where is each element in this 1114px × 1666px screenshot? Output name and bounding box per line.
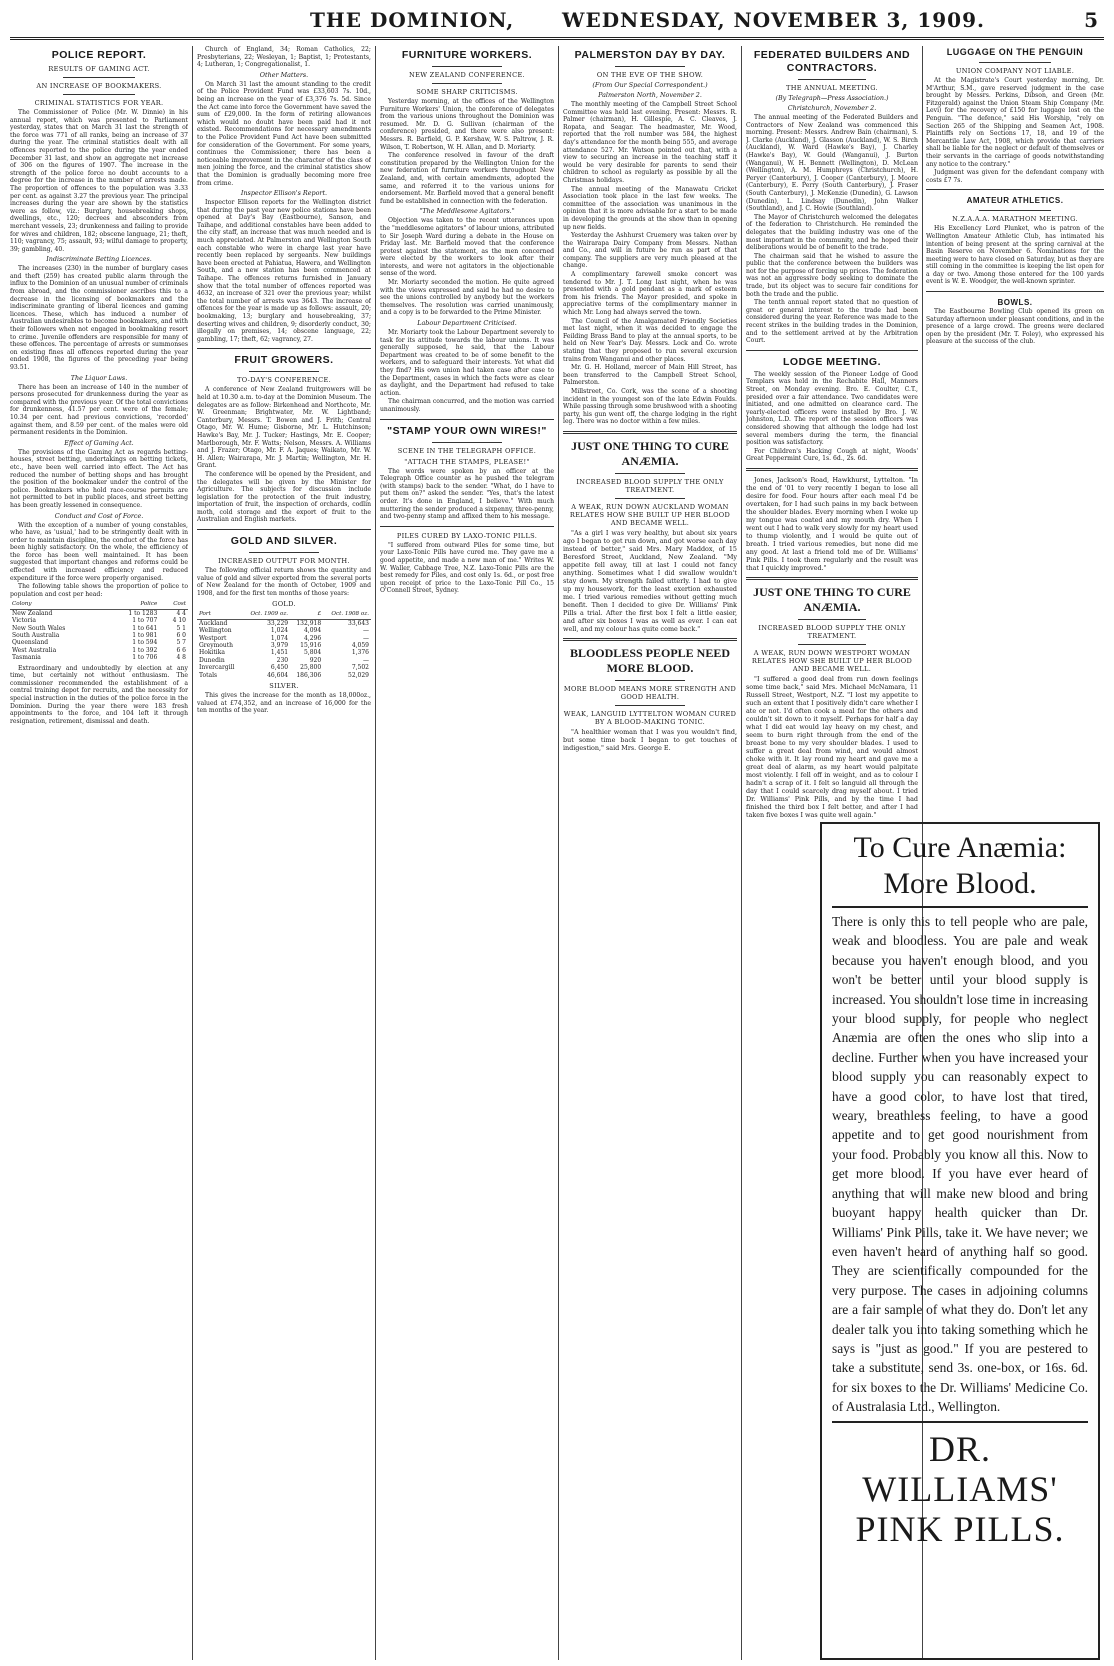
article-paragraph: The tenth annual report stated that no question of great or general interest to the trade had been considered during the year. Reference was made to the recent strikes in the building trades in the Dominion, and to the settlement arrived at by the Arbitration Court. — [746, 299, 918, 345]
article-paragraph: The annual meeting of the Federated Builders and Contractors of New Zealand was commenced this morning. Present: Messrs. Andrew Bain (chairman), S. J. Clarke (Auckland), J. Glasson (Auckland), W. S. Birch (Auckland), W. Ward (Hawke's Bay), J. Charley (Hawke's Bay), W. Gould (Wanganui), J. Burton (Wanganui), W. H. Bennett (Wellington), D. McLean (Wellington), A. M. Humphreys (Christchurch), H. Peryer (Canterbury), J. Cooper (Canterbury), J. Moore (Canterbury), E. Perry (South Canterbury), J. Fraser (South Canterbury), J. McKenzie (Dunedin), G. Lawson (Dunedin), L. Lindsay (Dunedin), John Walker (Southland), and J. C. Howie (Southland). — [746, 114, 918, 213]
table-cell: Wellington — [199, 627, 232, 635]
table-row — [10, 632, 188, 639]
table-cell: 33,229 — [267, 619, 289, 627]
table-cell: 920 — [309, 656, 322, 664]
table-cell: 1 to 981 — [132, 632, 158, 640]
subheading: RESULTS OF GAMING ACT. — [48, 65, 150, 73]
ad-paragraph: For Children's Hacking Cough at night, Woods' Great Peppermint Cure, 1s. 6d., 2s. 6d. — [746, 447, 918, 463]
column-rule — [558, 46, 559, 1660]
table-cell: 1,024 — [270, 627, 289, 635]
gold-label: GOLD. — [272, 600, 296, 609]
fruit-growers-heading: FRUIT GROWERS. — [234, 354, 334, 367]
subheading: SOME SHARP CRITICISMS. — [416, 88, 518, 96]
table-cell: 6 6 — [176, 646, 186, 654]
ad-paragraph: "I suffered from outward Piles for some time, but your Laxo-Tonic Pills have cured me. They gave me a good appetite, and made a new man of me." Writes W. W. Waller, Cabbage Tree, N.Z. Laxo-Tonic Pills are the best remedy for Piles, and cost only 1s. 6d., or post free upon receipt of price to the Laxo-Tonic Pill Co., 15 O'Connell Street, Sydney. — [380, 541, 554, 595]
article-paragraph: The increases (230) in the number of burglary cases and theft (259) has created public alarm through the influx to the Dominion of an unusual number of criminals from abroad, and the commissioner ascribes this to a decrease in the licensing of bookmakers and the indiscriminate granting of liberal licences and gaming licences. These, which has induced a number of Australian undesirables to become bookmakers, and with their followers when not engaged in bookmaking resort to crime. Juvenile offenders are responsible for many of these offences. The percentage of arrests or summonses on existing fines all offences reported during the year ended 1908, the figures of the preceding year being 93.51. — [10, 265, 188, 371]
section-heading: Other Matters. — [259, 70, 309, 79]
column-police-report — [10, 46, 188, 1660]
table-cell: 5 1 — [176, 624, 186, 632]
table-header: £ — [290, 611, 323, 619]
article-paragraph: The provisions of the Gaming Act as regards betting-houses, street betting, undertakings on betting tickets, etc., have been well carried into effect. The Act has reduced the number of betting shops and has brought the position of the bookmaker under the control of the police. Bookmakers who hold race-course permits are not permitted to bet in public places, and street betting has been greatly lessened in consequence. — [10, 448, 188, 509]
article-paragraph: The annual meeting of the Manawatu Cricket Association took place in the last few weeks. The committee of the association was unanimous in the opinion that it is more advisable for a start to be made in developing the grounds at the show than in opening up new fields. — [563, 185, 737, 231]
testimonial-paragraph: "I suffered a good deal from run down feelings some time back," said Mrs. Michael McNamara, 11 Russell Street, Westport, N.Z. "I lost my appetite to such an extent that I positively didn't care whether I ate or not. I'd often cook a meal for the others and couldn't sit down to it myself. Perhaps for half a day what I did eat would lay heavy on my chest, and seem to burn right through from the end of the breast bone to my very shoulder blades. I used to suffer a great deal from wind, and would almost choke with it. It lay round my heart and gave me a great deal of alarm, as my heart would palpitate most violently. I fell off in weight, and as to colour I hadn't a scrap of it. I felt so languid all through the day that I could scarcely drag myself about. I tried Dr. Williams' Pink Pills, and by the time I had finished the third box I felt better, and after I had taken five boxes I was quite well again." — [746, 674, 918, 819]
table-cell: 25,800 — [300, 664, 322, 672]
article-paragraph: Mr. Moriarty took the Labour Department severely to task for its attitude towards the labour unions. It was generally supposed, he said, that the Labour Department was created to be of some benefit to the workers, and to safeguard their interests. Yet what did they find? His own union had taken case after case to the Department, cases in which the facts were as clear as daylight, and the Department had refused to take action. — [380, 329, 554, 397]
table-row — [10, 639, 188, 646]
table-cell: Auckland — [199, 619, 228, 627]
article-paragraph: The Council of the Amalgamated Friendly Societies met last night, when it was decided to engage the Feilding Brass Band to play at the annual sports, to be held on New Year's Day. Messrs. Lock and Co. wrote stating that they proposed to run several excursion trains from Wanganui and other places. — [563, 317, 737, 363]
article-paragraph: The chairman concurred, and the motion was carried unanimously. — [380, 398, 554, 413]
table-cell: New Zealand — [12, 609, 53, 617]
masthead-title: THE DOMINION, — [310, 8, 515, 32]
subheading: CRIMINAL STATISTICS FOR YEAR. — [34, 99, 164, 107]
dateline: Christchurch, November 2. — [787, 104, 877, 112]
subheading: N.Z.A.A.A. MARATHON MEETING. — [952, 215, 1078, 224]
table-header: Police — [105, 601, 159, 609]
table-row — [10, 647, 188, 654]
section-heading: The Liquor Laws. — [70, 373, 128, 382]
newspaper-page — [10, 6, 1104, 1660]
article-paragraph: On March 31 last the amount standing to the credit of the Police Provident Fund was £33,603 7s. 10d., being an increase on the year of £3,376 7s. 5d. Since the Act came into force the Government have saved the sum of £29,000. In the form of retiring allowances which would no doubt have been paid had it not existed. Recommendations for necessary amendments to the Police Provident Fund Act have been submitted for consideration of the Government. For some years, continues the Commissioner, there has been a noticeable improvement in the character of the class of men joining the force, and the criminal statistics show that the Dominion is gradually becoming more free from crime. — [197, 80, 371, 187]
article-paragraph: The Mayor of Christchurch welcomed the delegates of the federation to Christchurch. He reminded the delegates that the building industry was one of the most important in the community, and he hoped their deliberations would be of benefit to the trade. — [746, 213, 918, 252]
table-header: Colony — [10, 601, 105, 609]
lodge-meeting-heading: LODGE MEETING. — [782, 355, 881, 368]
table-header: Oct. 1909 oz. — [242, 611, 290, 619]
table-cell: Queensland — [12, 639, 49, 647]
table-caption: The following table shows the proportion of police to population and cost per head: — [10, 583, 188, 598]
table-header: Port — [197, 611, 242, 619]
table-cell: 7,502 — [351, 664, 369, 672]
article-paragraph: Mr. G. H. Holland, mercer of Main Hill Street, has been transferred to the Campbell Street School, Palmerston. — [563, 364, 737, 387]
table-cell: — — [363, 656, 369, 664]
table-cell: 4,094 — [303, 627, 322, 635]
bloodless-heading: BLOODLESS PEOPLE NEED MORE BLOOD. — [569, 645, 731, 675]
silver-label: SILVER. — [269, 682, 299, 691]
section-heading: Inspector Ellison's Report. — [240, 189, 328, 198]
table-cell: 6 0 — [176, 632, 186, 640]
bowls-heading: BOWLS. — [997, 298, 1033, 308]
masthead-date: WEDNESDAY, NOVEMBER 3, 1909. — [562, 8, 985, 32]
table-row — [10, 625, 188, 632]
table-cell: 4,296 — [303, 634, 322, 642]
federated-builders-heading: FEDERATED BUILDERS AND CONTRACTORS. — [753, 49, 911, 74]
subheading: THE ANNUAL MEETING. — [786, 84, 878, 92]
column-two — [197, 46, 371, 1660]
palmerston-heading: PALMERSTON DAY BY DAY. — [574, 49, 726, 61]
byline: (From Our Special Correspondent.) — [592, 81, 708, 89]
anaemia-ad-heading: JUST ONE THING TO CURE ANÆMIA. — [753, 584, 911, 614]
table-cell: 4 10 — [172, 617, 186, 625]
byline: (By Telegraph—Press Association.) — [775, 94, 889, 102]
table-cell: 1 to 707 — [132, 617, 158, 625]
section-heading: Conduct and Cost of Force. — [54, 511, 144, 520]
article-paragraph: The following official return shows the quantity and value of gold and silver exported from the several ports of New Zealand for the month of October, 1909 and 1908, and for the first ten months of those years: — [197, 567, 371, 597]
article-paragraph: With the exception of a number of young constables, who have, as 'usual,' had to be stringently dealt with in order to maintain discipline, the conduct of the force has been highly satisfactory. On the whole, the efficiency of the force has been well maintained. It has been suggested that important changes and reforms could be effected with increased efficiency and reduced expenditure if the force were properly organised. — [10, 521, 188, 582]
column-four — [563, 46, 737, 1660]
article-paragraph: The monthly meeting of the Campbell Street School Committee was held last evening. Present: Messrs. R. Palmer (chairman), H. Gillespie, A. C. Cleaves, J. Ropata, and Seagar. The headmaster, Mr. Wood, reported that the roll number was 584, the highest day's attendance for the month being 555, and average attendance 527. Mr. Watson pointed out that, with a view to securing an increase in the teaching staff it would be very desirable for parents to send their children to school as regularly as possible by all the Christmas holidays. — [563, 101, 737, 184]
table-row — [10, 654, 188, 661]
table-cell: Dunedin — [199, 656, 225, 664]
furniture-workers-heading: FURNITURE WORKERS. — [401, 49, 533, 61]
table-cell: 1 to 641 — [132, 624, 158, 632]
article-paragraph: Church of England, 34; Roman Catholics, 22; Presbyterians, 22; Wesleyan, 1; Baptist, 1; Protestants, 4; Lutheran, 1; Congregationalist, 1. — [197, 46, 371, 69]
table-cell: Victoria — [12, 617, 36, 625]
subheading: INCREASED BLOOD SUPPLY THE ONLY TREATMENT. — [576, 477, 724, 494]
masthead — [10, 6, 1104, 40]
table-cell: 1,074 — [270, 634, 289, 642]
article-paragraph: Millstreet, Co. Cork, was the scene of a shooting incident in the youngest son of the late Edwin Foulds. While passing through some brushwood with a shooting party, his gun went off, the charge lodging in the right leg. There was no doctor within a few miles. — [563, 387, 737, 426]
subheading: "ATTACH THE STAMPS, PLEASE!" — [404, 457, 530, 466]
table-cell: 1,451 — [270, 649, 289, 657]
article-paragraph: The Eastbourne Bowling Club opened its green on Saturday afternoon under pleasant conditions, and in the presence of a large crowd. The greens were declared open by the president (Mr. T. Foley), who expressed his pleasure at the success of the club. — [926, 308, 1104, 346]
table-cell: — — [363, 627, 369, 635]
table-header: Cost — [159, 601, 188, 609]
testimonial-paragraph: "A healthier woman that I was you wouldn't find, but some time back I began to get touches of indigestion," said Mrs. George E. — [563, 727, 737, 752]
table-cell: 186,306 — [296, 671, 322, 679]
table-cell: 1 to 706 — [132, 654, 158, 662]
article-paragraph: There has been an increase of 140 in the number of persons prosecuted for drunkenness during the year as compared with the previous year. Of the total convictions for drunkenness, 41.57 per cent. were of the female; 10.34 per cent. had previous convictions, 'recorded' against them, and 8.59 per cent. of the males were old permanent residents in the Dominion. — [10, 383, 188, 437]
subheading: UNION COMPANY NOT LIABLE. — [955, 67, 1075, 75]
article-paragraph: Inspector Ellison reports for the Wellington district that during the past year new police stations have been opened at Day's Bay (Eastbourne), Sanson, and Taihape, and additional constables have been added to the city staff, an increase that was much needed and is much appreciated. At Palmerston and Wellington South each constable who were in charge last year have recently been replaced by sergeants. New buildings have been erected at Pahiatua, Hawera, and Wellington South, and a new station has been commenced at Taihape. The offences returns furnished in January show that the total number of offences reported was 4632, an increase of 321 over the previous year; whilst the total number of arrests was 3643. The increase of offences for the year is made up as follows: assault, 20; bookmaking, 13; burglary and housebreaking, 37; deserting wives and children, 9; disorderly conduct, 30; illegally on premises, 14; obscene language, 22; gambling, 17; theft, 62; vagrancy, 27. — [197, 199, 371, 343]
table-cell: 3,979 — [270, 642, 289, 650]
subheading: MORE BLOOD MEANS MORE STRENGTH AND GOOD HEALTH. — [563, 684, 737, 701]
subheading: A WEAK, RUN DOWN WESTPORT WOMAN RELATES HOW SHE BUILT UP HER BLOOD AND BECAME WELL. — [751, 648, 913, 673]
table-row — [197, 635, 371, 642]
article-paragraph: Objection was taken to the recent utterances upon the "meddlesome agitators" of labour unions, attributed to Sir Joseph Ward during a debate in the House on Friday last. Mr. Barfield moved that the conference protest against the statement, as the men concerned were elected by the workers to look after their interests, and were not agitators in the objectionable sense of the word. — [380, 217, 554, 278]
article-paragraph: This gives the increase for the month as 18,000oz., valued at £74,352, and an increase of 16,000 for the ten months of the year. — [197, 692, 371, 715]
article-paragraph: Yesterday the Ashhurst Cruemery was taken over by the Wairarapa Dairy Company from Messrs. Nathan and Co., and will in future be run as part of that company. The suppliers are very much pleased at the change. — [563, 232, 737, 270]
gold-silver-heading: GOLD AND SILVER. — [230, 535, 338, 548]
luggage-heading: LUGGAGE ON THE PENGUIN — [946, 47, 1084, 57]
table-cell: 1 to 594 — [132, 639, 158, 647]
table-row — [10, 609, 188, 617]
table-cell: Hokitika — [199, 649, 225, 657]
table-cell: 4,059 — [351, 642, 369, 650]
article-paragraph: A complimentary farewell smoke concert was tendered to Mr. J. T. Long last night, when he was presented with a gold pendant as a mark of esteem from his friends. The Mayor presided, and spoke in appreciative terms of the complimentary manner in which Mr. Long had always served the town. — [563, 271, 737, 317]
stamp-wires-heading: "STAMP YOUR OWN WIRES!" — [387, 424, 547, 437]
table-cell: 5,804 — [303, 649, 322, 657]
column-rule — [192, 46, 193, 1660]
table-row — [197, 672, 371, 679]
article-paragraph: Yesterday morning, at the offices of the Wellington Furniture Workers' Union, the conference of delegates from the various unions throughout the Dominion was resumed. Mr. D. G. Sullivan (chairman of the conference) presided, and there were also present: Messrs. R. Barfield, G. P. Kershaw, W. S. Paltrow, J. R. Wilson, T. Robertson, W. H. Allan, and D. Moriarty. — [380, 98, 554, 151]
table-cell: 4 4 — [176, 609, 186, 617]
article-paragraph: His Excellency Lord Plunket, who is patron of the Wellington Amateur Athletic Club, has intimated his intention of being present at the spring carnival at the Basin Reserve on November 6. Nominations for the meeting were to have closed on Saturday, but as they are still coming in the committee is keeping the list open for a day or two. Among those entered for the 100 yards event is W. E. Woodger, the well-known sprinter. — [926, 225, 1104, 286]
ad-brand: DR. WILLIAMS' PINK PILLS. — [855, 1428, 1065, 1549]
section-heading: Effect of Gaming Act. — [64, 438, 134, 447]
table-cell: 4 8 — [176, 654, 186, 662]
table-cell: 52,029 — [348, 671, 369, 679]
section-heading: Labour Department Criticised. — [417, 319, 517, 328]
subheading: SCENE IN THE TELEGRAPH OFFICE. — [397, 446, 537, 455]
dateline: Palmerston North, November 2. — [598, 91, 702, 99]
table-row — [197, 657, 371, 664]
athletics-heading: AMATEUR ATHLETICS. — [966, 196, 1064, 206]
table-cell: South Australia — [12, 632, 60, 640]
table-cell: Greymouth — [199, 642, 234, 650]
article-paragraph: Judgment was given for the defendant company with costs £7 7s. — [926, 169, 1104, 184]
table-cell: Totals — [199, 671, 218, 679]
subheading: ON THE EVE OF THE SHOW. — [596, 71, 704, 79]
police-population-table — [10, 601, 188, 661]
table-cell: 132,918 — [296, 619, 322, 627]
column-rule — [375, 46, 376, 1660]
subheading: TO-DAY'S CONFERENCE. — [237, 376, 331, 385]
table-cell: Westport — [199, 634, 227, 642]
table-row — [197, 664, 371, 671]
subheading: INCREASED OUTPUT FOR MONTH. — [218, 557, 350, 566]
ad-heading: PILES CURED BY LAXO-TONIC PILLS. — [396, 531, 538, 540]
table-cell: Tasmania — [12, 654, 41, 662]
article-paragraph: The words were spoken by an officer at the Telegraph Office counter as he pushed the telegram (with stamps) back to the sender. "What, do I have to put them on?" asked the sender. "Yes, that's the latest order. It's done in England, I believe." With much muttering the sender produced a sixpenny, three-penny, and two-penny stamp and affixed them to his message. — [380, 467, 554, 521]
article-paragraph: At the Magistrate's Court yesterday morning, Dr. M'Arthur, S.M., gave reserved judgment in the case brought by Messrs. Perkins, Dibson, and Green (Mr. Fitzgerald) against the Union Steam Ship Company (Mr. Levi) for the recovery of £150 for luggage lost on the Penguin. "The defence," said His Worship, "rely on Section 265 of the Shipping and Seamen Act, 1908. Plaintiffs rely on Sections 17, 18, and 19 of the Mercantile Law Act, 1908, which provide that carriers shall be liable for the neglect or default of themselves or their servants in the carriage of goods notwithstanding any notice to the contrary." — [926, 77, 1104, 168]
table-cell: Invercargill — [199, 664, 235, 672]
testimonial-paragraph: Jones, Jackson's Road, Hawkhurst, Lyttelton. "In the end of '01 to very recently I began to lose all desire for food. Four hours after each meal I'd be overtaken, for I had such pains in my back between the shoulder blades. Every morning when I woke up my tongue was coated and my mouth dry. When I went out I had to walk very slowly for my heart used to thump violently, and I would be quite out of breath. I tried various remedies, but none did me any good. At last a friend told me of Dr. Williams' Pink Pills. I took them regularly and the result was that I quickly improved." — [746, 475, 918, 572]
subheading: A WEAK, RUN DOWN AUCKLAND WOMAN RELATES HOW SHE BUILT UP HER BLOOD AND BECAME WELL. — [569, 502, 731, 527]
article-paragraph: The conference will be opened by the President, and the delegates will be given by the Minister for Agriculture. The subjects for discussion include legislation for the protection of the fruit industry, importation of fruit, the inspection of orchards, codlin moth, cold storage and the export of fruit to the Australian and English markets. — [197, 470, 371, 524]
table-cell: New South Wales — [12, 624, 66, 632]
table-cell: 33,643 — [348, 619, 369, 627]
table-cell: 1 to 1283 — [128, 609, 158, 617]
column-rule — [741, 46, 742, 1660]
article-paragraph: A conference of New Zealand fruitgrowers will be held at 10.30 a.m. to-day at the Dominion Museum. The delegates are as follow: Birkenhead and Northcote, Mr. W. Greenman; Brightwater, Mr. W. Lightband; Canterbury, Messrs. T. Bowen and J. Frith; Central Otago, Mr. W. Hume; Gisborne, Mr. L. Hutchinson; Hawke's Bay, Mr. J. Tucker; Hastings, Mr. E. Cooper; Marlborough, Mr. F. Watts; Nelson, Messrs. A. Williams and J. Frazer; Otago, Mr. F. A. Jaques; Waikato, Mr. W. H. Allen; Wairarapa, Mr. J. Martin; Wellington, Mr. H. Grant. — [197, 386, 371, 470]
table-cell: — — [363, 634, 369, 642]
table-row — [197, 649, 371, 656]
ad-title: To Cure Anæmia: More Blood. — [853, 831, 1067, 900]
subheading: AN INCREASE OF BOOKMAKERS. — [36, 82, 162, 90]
table-cell: West Australia — [12, 646, 57, 654]
police-report-heading: POLICE REPORT. — [51, 49, 147, 61]
subheading: NEW ZEALAND CONFERENCE. — [409, 71, 525, 79]
table-cell: 1 to 392 — [132, 646, 158, 654]
gold-export-table — [197, 611, 371, 679]
table-row — [10, 617, 188, 624]
table-cell: 15,916 — [300, 642, 322, 650]
table-cell: 5 7 — [176, 639, 186, 647]
table-header: Oct. 1908 oz. — [323, 611, 371, 619]
column-three — [380, 46, 554, 1660]
article-paragraph: The weekly session of the Pioneer Lodge of Good Templars was held in the Rechabite Hall, Manners Street, on Monday evening. Bro. E. Coulter, C.T., presided over a fair attendance. Two candidates were initiated, and one admitted on clearance card. The yearly-elected officers were installed by Bro. J. W. Johnston, L.D. The report of the session officers was considered showing that although the lodge had lost several members during the term, the financial position was satisfactory. — [746, 370, 918, 447]
section-heading: Indiscriminate Betting Licences. — [46, 255, 152, 264]
table-cell: 1,376 — [351, 649, 369, 657]
table-row — [197, 619, 371, 627]
subheading: INCREASED BLOOD SUPPLY THE ONLY TREATMENT. — [758, 623, 906, 640]
column-six — [926, 46, 1104, 816]
page-number: 5 — [1084, 8, 1098, 32]
ad-body: There is only this to tell people who are pale, weak and bloodless. You are pale and weak because you haven't enough blood, and you won't be better until your blood supply is increased. You shouldn't lose time in increasing your blood supply, for people who neglect Anæmia are often the ones who slip into a decline. Further when you have increased your blood supply you can reasonably expect to have a good color, to have lost that tired, weary, breathless feeling, to have a good appetite and to get good nourishment from your food. Probably you know all this. Now to get more blood. If you have ever heard of anything that will make new blood and bring buoyant happy health quicker than Dr. Williams' Pink Pills, take it. We have never; we even haven't heard of anything half so good. They are scientifically compounded for the very purpose. The cases in adjoining columns are a fair sample of what they do. Don't let any dealer talk you into taking something which he says is "just as good." If you are pestered to take a substitute, send 3s. one-box, or 16s. 6d. for six boxes to the Dr. Williams' Medicine Co. of Australasia Ltd., Wellington. — [832, 914, 1088, 1415]
table-cell: 46,604 — [267, 671, 289, 679]
table-cell: 230 — [276, 656, 289, 664]
article-paragraph: The Commissioner of Police (Mr. W. Dinnie) in his annual report, which was presented to Parliament yesterday, states that on March 31 last the strength of the force was 771 of all ranks, being an increase of 37 during the year. The criminal statistics dealt with all offences reported to the police during the year ended December 31 last, and show an aggregate net increase of 306 on the figures of 1907. The increase in the strength of the police force no doubt accounts to a degree for the increase in the number of arrests made. The proportion of offences to the population was 3.33 per cent. as against 3.27 the previous year. The principal increases during the year are shown by the statistics were as follow, viz.: Burglary, housebreaking shops, dwellings, etc., 120; decrees and absconders from merchant vessels, 23; drunkenness and failing to provide for wives and children, 182; obscene language, 21; theft, 110; vagrancy, 75; assault, 93; wilful damage to property, 39; gambling, 40. — [10, 109, 188, 253]
table-cell: 6,450 — [270, 664, 289, 672]
table-row — [197, 642, 371, 649]
table-row — [197, 627, 371, 634]
article-paragraph: The chairman said that he wished to assure the public that the conference between the builders was not for the purpose of forcing up prices. The federation was not an aggressive body seeking to dominate the trade, but its object was to secure fair conditions for both the trade and the public. — [746, 252, 918, 298]
article-paragraph: Extraordinary and undoubtedly by election at any time, but certainly not without enthusiasm. The commissioner recommended the establishment of a central training depot for recruits, and the necessity for special instruction in the duties of the police force in the Dominion. During the year there were 183 fresh appointments to the force, and 104 left it through resignation, retirement, dismissal and death. — [10, 664, 188, 725]
subheading: WEAK, LANGUID LYTTELTON WOMAN CURED BY A BLOOD-MAKING TONIC. — [563, 709, 737, 726]
article-paragraph: The conference resolved in favour of the draft constitution prepared by the Wellington Union for the new federation of furniture workers throughout New Zealand, and, with certain amendments, adopted the same, and referred it to the various unions for endorsement. Mr. Barfield moved that a general benefit fund be established in connection with the federation. — [380, 152, 554, 205]
section-heading: "The Meddlesome Agitators." — [419, 207, 515, 216]
anaemia-ad-heading: JUST ONE THING TO CURE ANÆMIA. — [571, 438, 729, 468]
pink-pills-advertisement — [820, 822, 1100, 1660]
testimonial-paragraph: "As a girl I was very healthy, but about six years ago I began to get run down, and got worse each day instead of better," said Mrs. Mary Maddox, of 15 Beresford Street, Auckland, New Zealand. "My appetite fell away, till at last I could not fancy anything. Sometimes what I did swallow wouldn't stay down. My strength failed utterly. I had to give up my housework, for the least exertion exhausted me. I tried various remedies without getting much benefit. Then I decided to give Dr. Williams' Pink Pills a trial. After the first box I felt a little easier, and after six boxes I was as well as ever. I can eat well, and my colour has quite come back." — [563, 528, 737, 633]
article-paragraph: Mr. Moriarty seconded the motion. He quite agreed with the views expressed and said he had no desire to see the unions controlled by anybody but the workers themselves. The resolution was carried unanimously, and a copy is to be forwarded to the Prime Minister. — [380, 279, 554, 317]
